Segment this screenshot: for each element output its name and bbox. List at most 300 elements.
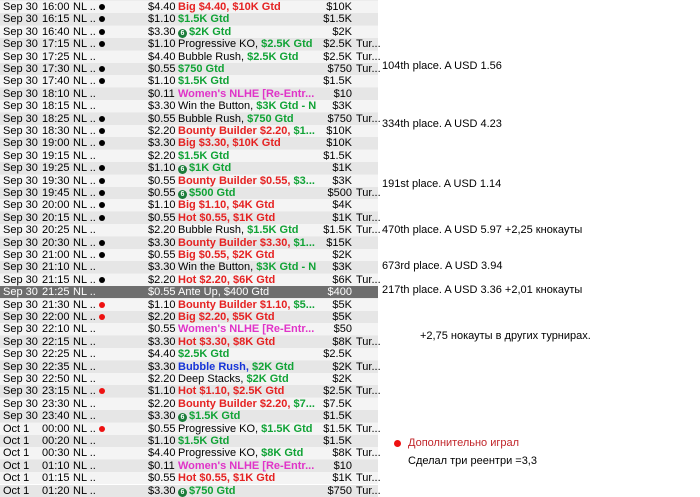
row-type: Tur...: [356, 360, 381, 373]
row-type: [356, 323, 378, 335]
row-date: Oct 1: [3, 459, 30, 472]
row-tournament-name: [178, 13, 306, 25]
row-guarantee: $7.5K: [323, 397, 352, 410]
row-buyin: $1.10: [148, 298, 176, 311]
tournament-row[interactable]: [0, 472, 381, 485]
row-time: 17:40: [42, 75, 70, 88]
row-marker: [97, 423, 107, 435]
row-type: Tur...: [356, 112, 381, 125]
row-type: Tur...: [356, 224, 381, 237]
row-time: 20:00: [42, 199, 70, 212]
tournament-row[interactable]: [0, 299, 378, 311]
tournament-row[interactable]: [0, 261, 378, 273]
row-buyin: $3.30: [148, 25, 176, 38]
tournament-row[interactable]: [0, 75, 378, 87]
row-time: 16:00: [42, 1, 70, 13]
tournament-row[interactable]: [0, 335, 381, 348]
tournament-row[interactable]: [0, 88, 378, 100]
row-game: NL ..: [73, 100, 96, 113]
name-highlight: $3K Gtd: [256, 261, 299, 274]
tournament-row[interactable]: [0, 422, 381, 435]
row-buyin: $1.10: [148, 75, 176, 88]
row-tournament-name: [178, 199, 306, 211]
row-tournament-name: [178, 212, 306, 224]
row-tournament-name: [178, 286, 306, 298]
row-date: Sep 30: [3, 1, 38, 13]
name-highlight: Women's NLHE [Re-Entr...: [178, 87, 315, 100]
row-game: NL ..: [73, 422, 96, 435]
name-highlight: Bubble Rush,: [178, 360, 252, 373]
row-tournament-name: [178, 87, 315, 100]
row-buyin: $0.55: [148, 422, 176, 435]
row-time: 16:15: [42, 13, 70, 26]
row-date: Sep 30: [3, 137, 38, 150]
name-prefix: Bubble Rush,: [178, 224, 248, 237]
tournament-row[interactable]: [0, 348, 378, 360]
row-buyin: $4.40: [148, 348, 176, 361]
row-date: Sep 30: [3, 410, 38, 423]
name-highlight: $1K Gtd: [189, 162, 232, 175]
name-highlight: $2K Gtd: [189, 25, 232, 38]
row-tournament-name: [178, 298, 315, 311]
row-time: 17:30: [42, 63, 70, 75]
black-dot-icon: [99, 116, 105, 122]
row-time: 21:00: [42, 249, 70, 261]
row-type: [356, 249, 378, 261]
tournament-row[interactable]: [0, 38, 381, 51]
tournament-row[interactable]: [0, 484, 381, 497]
row-game: NL ..: [73, 112, 96, 125]
row-guarantee: $8K: [332, 447, 352, 460]
row-date: Sep 30: [3, 125, 38, 137]
row-marker: [97, 323, 107, 335]
name-prefix: Progressive KO,: [178, 422, 262, 435]
row-marker: [97, 150, 107, 162]
row-tournament-name: [178, 236, 315, 249]
row-time: 00:20: [42, 435, 70, 447]
tournament-row[interactable]: [0, 175, 378, 187]
row-time: 19:45: [42, 187, 70, 199]
row-guarantee: $2K: [332, 25, 352, 38]
row-time: 21:15: [42, 273, 70, 286]
row-tournament-name: [178, 224, 306, 236]
row-buyin: $1.10: [148, 199, 176, 212]
row-guarantee: $1.5K: [323, 75, 352, 88]
row-type: [356, 175, 378, 187]
row-tournament-name: [178, 472, 306, 484]
tournament-row[interactable]: [0, 50, 381, 63]
row-tournament-name: [178, 63, 306, 75]
name-highlight: $500 Gtd: [189, 187, 236, 199]
row-marker: [97, 51, 107, 63]
row-guarantee: $1K: [332, 211, 352, 224]
name-highlight: Hot $0.55, $1K Gtd: [178, 211, 276, 224]
row-marker: [97, 113, 107, 125]
tournament-row[interactable]: [0, 125, 378, 137]
legend-reentries: Сделал три реентри =3,3: [408, 455, 537, 467]
tournament-row[interactable]: [0, 410, 378, 422]
row-time: 18:30: [42, 125, 70, 137]
row-game: NL ..: [73, 211, 96, 224]
row-marker: [97, 212, 107, 224]
row-buyin: $2.20: [148, 397, 176, 410]
row-buyin: $4.40: [148, 1, 176, 13]
row-tournament-name: [178, 125, 315, 137]
name-highlight: Bounty Builder $2.20,: [178, 397, 294, 410]
black-dot-icon: [99, 252, 105, 258]
red-dot-legend-icon: [394, 440, 401, 447]
name-suffix: $1...: [293, 236, 315, 249]
row-date: Sep 30: [3, 38, 38, 51]
row-game: NL ..: [73, 348, 96, 361]
row-guarantee: $2.5K: [323, 38, 352, 51]
black-dot-icon: [99, 78, 105, 84]
row-date: Oct 1: [3, 422, 30, 435]
name-highlight: $1.5K Gtd: [247, 224, 299, 237]
name-prefix: Progressive KO,: [178, 38, 262, 51]
row-marker: [97, 38, 107, 50]
name-highlight: $1.5K Gtd: [189, 410, 241, 423]
row-buyin: $3.30: [148, 236, 176, 249]
row-type: [356, 100, 378, 112]
tournament-row[interactable]: [0, 311, 378, 323]
black-dot-icon: [99, 165, 105, 171]
row-marker: [97, 373, 107, 385]
row-type: [356, 311, 378, 323]
row-type: Tur...: [356, 50, 381, 63]
row-buyin: $0.55: [148, 112, 176, 125]
row-game: NL ..: [73, 311, 96, 323]
name-suffix: $1...: [293, 125, 315, 137]
row-type: [356, 125, 378, 137]
name-highlight: Hot $1.10, $2.5K Gtd: [178, 385, 285, 398]
name-highlight: Big $2.20, $5K Gtd: [178, 311, 275, 323]
row-marker: [97, 26, 107, 38]
row-tournament-name: [178, 373, 306, 385]
tournament-row[interactable]: [0, 150, 378, 162]
row-tournament-name: [178, 385, 306, 397]
name-highlight: $2K Gtd: [246, 373, 289, 385]
row-guarantee: $2K: [332, 249, 352, 261]
red-dot-icon: [99, 314, 105, 320]
row-buyin: $1.10: [148, 38, 176, 51]
row-guarantee: $1K: [332, 472, 352, 485]
row-game: NL ..: [73, 63, 96, 75]
row-game: NL ..: [73, 149, 96, 162]
row-type: [356, 13, 378, 25]
row-game: NL ..: [73, 447, 96, 460]
row-marker: [97, 385, 107, 397]
row-marker: [97, 472, 107, 484]
row-guarantee: $1.5K: [323, 435, 352, 447]
name-highlight: Bounty Builder $0.55,: [178, 174, 294, 187]
row-marker: [97, 261, 107, 273]
name-highlight: $2.5K Gtd: [178, 348, 230, 361]
row-buyin: $1.10: [148, 435, 176, 447]
row-date: Sep 30: [3, 385, 38, 398]
name-prefix: Bubble Rush,: [178, 112, 248, 125]
tournament-row[interactable]: [0, 286, 378, 298]
black-dot-icon: [99, 240, 105, 246]
row-guarantee: $2.5K: [323, 385, 352, 398]
row-buyin: $3.30: [148, 261, 176, 274]
row-buyin: $0.55: [148, 187, 176, 199]
row-game: NL ..: [73, 199, 96, 212]
row-date: Sep 30: [3, 335, 38, 348]
black-dot-icon: [99, 128, 105, 134]
row-date: Sep 30: [3, 286, 38, 299]
tournament-row[interactable]: [0, 323, 378, 335]
row-tournament-name: [178, 397, 315, 410]
row-date: Sep 30: [3, 348, 38, 361]
row-buyin: $0.55: [148, 249, 176, 261]
tournament-row[interactable]: [0, 435, 378, 447]
name-highlight: Bounty Builder $3.30,: [178, 236, 294, 249]
row-time: 21:25: [42, 286, 70, 299]
row-time: 20:15: [42, 211, 70, 224]
name-suffix: $5...: [293, 298, 315, 311]
row-buyin: $0.55: [148, 63, 176, 75]
row-time: 22:15: [42, 335, 70, 348]
black-dot-icon: [99, 4, 105, 10]
row-tournament-name: [178, 422, 313, 435]
row-guarantee: $3K: [332, 100, 352, 113]
name-highlight: $1.5K Gtd: [178, 435, 230, 447]
row-tournament-name: [178, 485, 306, 497]
row-time: 19:00: [42, 137, 70, 150]
name-highlight: Hot $0.55, $1K Gtd: [178, 472, 276, 485]
row-guarantee: $8K: [332, 335, 352, 348]
tournament-row[interactable]: [0, 360, 381, 373]
row-date: Oct 1: [3, 484, 30, 497]
row-guarantee: $1.5K: [323, 422, 352, 435]
name-suffix: $3...: [293, 174, 315, 187]
row-tournament-name: [178, 249, 306, 261]
row-marker: [97, 336, 107, 348]
black-dot-icon: [99, 215, 105, 221]
row-date: Sep 30: [3, 199, 38, 212]
tournament-row[interactable]: [0, 249, 378, 261]
tournament-row[interactable]: [0, 162, 378, 174]
row-buyin: $1.10: [148, 162, 176, 175]
row-guarantee: $10K: [326, 137, 352, 150]
row-type: Tur...: [356, 211, 381, 224]
row-game: NL ..: [73, 360, 96, 373]
annotation-1: 104th place. A USD 1.56: [382, 60, 502, 72]
tournament-row[interactable]: [0, 398, 378, 410]
row-guarantee: $750: [327, 484, 352, 497]
row-guarantee: $400: [327, 286, 352, 299]
row-buyin: $0.55: [148, 286, 176, 299]
row-marker: [97, 187, 107, 199]
row-type: [356, 373, 378, 385]
legend-red-dot-label: Дополнительно играл: [408, 437, 520, 449]
tournament-row[interactable]: [0, 187, 381, 199]
row-guarantee: $3K: [332, 174, 352, 187]
name-prefix: Progressive KO,: [178, 447, 262, 460]
tournament-row[interactable]: [0, 237, 378, 249]
row-time: 22:50: [42, 373, 70, 385]
name-highlight: Big $0.55, $2K Gtd: [178, 249, 275, 261]
row-tournament-name: [178, 150, 306, 162]
red-dot-icon: [99, 426, 105, 432]
row-date: Sep 30: [3, 211, 38, 224]
row-guarantee: $1.5K: [323, 13, 352, 26]
row-buyin: $4.40: [148, 50, 176, 63]
row-game: NL ..: [73, 323, 96, 336]
six-max-badge-icon: 6: [178, 165, 187, 174]
black-dot-icon: [99, 190, 105, 196]
name-suffix: - N: [298, 100, 317, 113]
row-guarantee: $500: [327, 187, 352, 199]
row-date: Sep 30: [3, 373, 38, 385]
tournament-row[interactable]: [0, 26, 378, 38]
tournament-row[interactable]: [0, 273, 381, 286]
tournament-row[interactable]: [0, 385, 381, 398]
row-marker: [97, 13, 107, 25]
row-buyin: $2.20: [148, 224, 176, 237]
row-type: [356, 162, 378, 174]
row-tournament-name: [178, 435, 306, 447]
black-dot-icon: [99, 277, 105, 283]
row-type: [356, 150, 378, 162]
row-tournament-name: [178, 1, 306, 13]
row-marker: [97, 100, 107, 112]
row-buyin: $1.10: [148, 13, 176, 26]
row-guarantee: $4K: [332, 199, 352, 212]
row-game: NL ..: [73, 162, 96, 175]
row-game: NL ..: [73, 397, 96, 410]
row-marker: [97, 485, 107, 497]
row-tournament-name: [178, 274, 306, 286]
row-type: Tur...: [356, 484, 381, 497]
row-time: 00:00: [42, 422, 70, 435]
annotation-5: 673rd place. A USD 3.94: [382, 260, 503, 272]
row-game: NL ..: [73, 373, 96, 385]
six-max-badge-icon: 6: [178, 413, 187, 422]
row-game: NL ..: [73, 50, 96, 63]
row-marker: [97, 286, 107, 298]
tournament-row[interactable]: [0, 13, 378, 25]
tournament-row[interactable]: [0, 373, 378, 385]
name-highlight: Hot $2.20, $6K Gtd: [178, 273, 276, 286]
name-highlight: $1.5K Gtd: [178, 13, 230, 26]
row-marker: [97, 75, 107, 87]
row-time: 21:30: [42, 298, 70, 311]
row-game: NL ..: [73, 261, 96, 274]
row-marker: [97, 175, 107, 187]
row-marker: [97, 274, 107, 286]
row-time: 01:10: [42, 459, 70, 472]
row-time: 23:15: [42, 385, 70, 398]
name-highlight: Big $3.30, $10K Gtd: [178, 137, 281, 150]
row-tournament-name: [178, 323, 315, 336]
name-highlight: $750 Gtd: [189, 484, 236, 497]
tournament-row[interactable]: [0, 1, 378, 13]
row-date: Sep 30: [3, 397, 38, 410]
row-time: 21:10: [42, 261, 70, 274]
row-marker: [97, 361, 107, 373]
row-tournament-name: [178, 75, 306, 87]
row-type: [356, 26, 378, 38]
row-time: 23:30: [42, 397, 70, 410]
row-marker: [97, 88, 107, 100]
black-dot-icon: [99, 66, 105, 72]
black-dot-icon: [99, 16, 105, 22]
row-date: Sep 30: [3, 63, 38, 75]
annotation-6: 217th place. A USD 3.36 +2,01 кнокауты: [382, 284, 583, 296]
row-time: 17:25: [42, 50, 70, 63]
annotation-3: 191st place. A USD 1.14: [382, 178, 502, 190]
tournament-row[interactable]: [0, 447, 381, 460]
row-time: 20:30: [42, 236, 70, 249]
row-tournament-name: [178, 187, 306, 199]
row-type: [356, 299, 378, 311]
row-type: [356, 1, 378, 13]
red-dot-icon: [99, 388, 105, 394]
tournament-row[interactable]: [0, 211, 381, 224]
row-game: NL ..: [73, 1, 96, 13]
row-time: 20:25: [42, 224, 70, 237]
row-type: [356, 348, 378, 360]
row-game: NL ..: [73, 125, 96, 137]
row-date: Oct 1: [3, 472, 30, 485]
name-prefix: Deep Stacks,: [178, 373, 247, 385]
row-type: Tur...: [356, 447, 381, 460]
row-guarantee: $15K: [326, 236, 352, 249]
row-time: 19:30: [42, 174, 70, 187]
row-guarantee: $10K: [326, 1, 352, 13]
row-game: NL ..: [73, 335, 96, 348]
row-date: Sep 30: [3, 13, 38, 26]
row-tournament-name: [178, 336, 306, 348]
tournament-row[interactable]: [0, 63, 381, 75]
row-tournament-name: [178, 38, 313, 51]
row-buyin: $3.30: [148, 335, 176, 348]
row-type: [356, 410, 378, 422]
row-time: 19:15: [42, 149, 70, 162]
row-marker: [97, 162, 107, 174]
row-guarantee: $750: [327, 63, 352, 75]
row-game: NL ..: [73, 87, 96, 100]
row-tournament-name: [178, 361, 306, 373]
row-time: 18:10: [42, 87, 70, 100]
row-date: Oct 1: [3, 435, 30, 447]
tournament-row[interactable]: [0, 100, 378, 112]
row-guarantee: $50: [333, 323, 352, 336]
tournament-row[interactable]: [0, 199, 378, 211]
tournament-row[interactable]: [0, 137, 378, 149]
tournament-row[interactable]: [0, 224, 381, 237]
tournament-row[interactable]: [0, 112, 381, 125]
row-date: Sep 30: [3, 87, 38, 100]
row-type: Tur...: [356, 38, 381, 51]
row-date: Sep 30: [3, 323, 38, 336]
row-game: NL ..: [73, 459, 96, 472]
name-prefix: Ante Up, $400 Gtd: [178, 286, 270, 299]
name-highlight: Hot $3.30, $8K Gtd: [178, 335, 276, 348]
name-suffix: $2K Gtd: [251, 360, 295, 373]
row-tournament-name: [178, 410, 306, 422]
row-type: [356, 137, 378, 149]
row-buyin: $0.55: [148, 211, 176, 224]
row-buyin: $3.30: [148, 360, 176, 373]
row-time: 22:00: [42, 311, 70, 323]
row-game: NL ..: [73, 286, 96, 299]
annotation-7: +2,75 нокауты в других турнирах.: [420, 330, 591, 342]
row-tournament-name: [178, 311, 306, 323]
tournament-row[interactable]: [0, 460, 378, 472]
